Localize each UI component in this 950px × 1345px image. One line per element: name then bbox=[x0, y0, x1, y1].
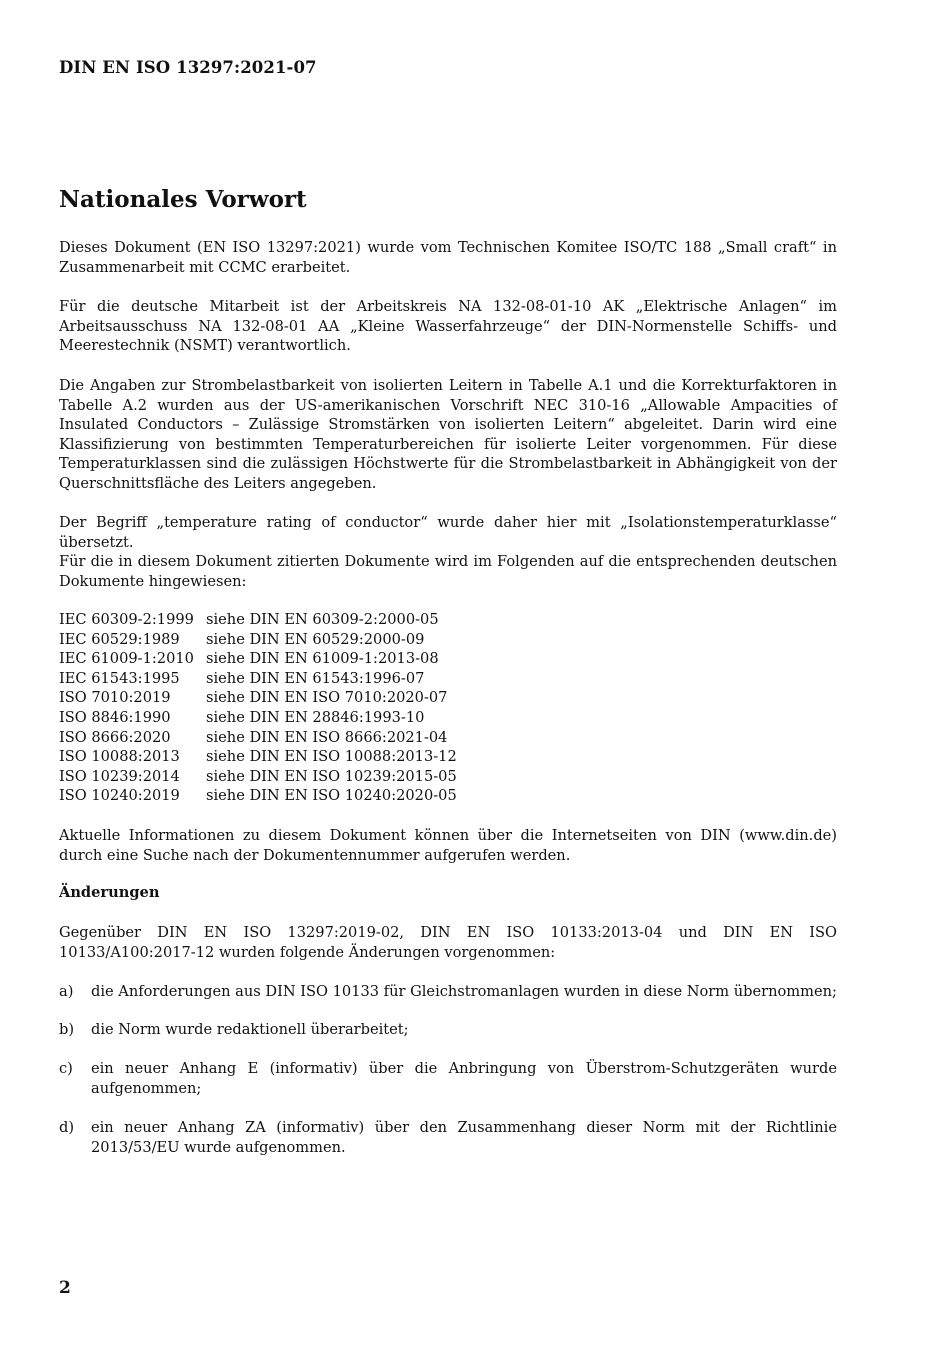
list-item bbox=[59, 1020, 837, 1040]
list-text: ein neuer Anhang ZA (informativ) über den Zusammenhang dieser Norm mit der Richtlinie 2013/53/EU wurde aufgenommen. bbox=[91, 1119, 837, 1156]
list-marker: d) bbox=[59, 1119, 75, 1136]
reference-iso: IEC 61009-1:2010 bbox=[59, 650, 194, 668]
reference-iso: ISO 10239:2014 bbox=[59, 767, 180, 785]
paragraph-current-capacity: Die Angaben zur Strombelastbarkeit von isolierten Leitern in Tabelle A.1 und die Korrekturfaktoren in Tabelle A.2 wurden aus der US-amerikanischen Vorschrift NEC 310-16 „Allowable Ampacities of Insulated Conductors – Zulässige Stromstärken von isolierten Leitern“ abgeleitet. Darin wird eine Klassifizierung von bestimmten Temperaturbereichen für isolierte Leiter vorgenommen. Für diese Temperaturklassen sind die zulässigen Höchstwerte für die Strombelastbarkeit in Abhängigkeit von der Querschnittsfläche des Leiters angegeben. bbox=[59, 377, 837, 492]
list-text: ein neuer Anhang E (informativ) über die Anbringung von Überstrom-Schutzgeräten wurde aufgenommen; bbox=[91, 1060, 837, 1097]
changes-heading: Änderungen bbox=[59, 884, 160, 901]
reference-table bbox=[59, 610, 457, 806]
document-id-header: DIN EN ISO 13297:2021-07 bbox=[59, 58, 317, 77]
list-item bbox=[59, 982, 837, 1002]
reference-din: siehe DIN EN 60309-2:2000-05 bbox=[206, 611, 439, 628]
page-number: 2 bbox=[59, 1278, 71, 1298]
reference-din: siehe DIN EN 28846:1993-10 bbox=[206, 708, 425, 726]
reference-din: siehe DIN EN ISO 7010:2020-07 bbox=[206, 689, 448, 707]
reference-iso: ISO 10088:2013 bbox=[59, 748, 180, 766]
table-row bbox=[59, 610, 457, 630]
list-item bbox=[59, 1059, 837, 1098]
table-row bbox=[59, 669, 457, 689]
list-text: die Norm wurde redaktionell überarbeitet; bbox=[91, 1021, 409, 1038]
changes-intro: Gegenüber DIN EN ISO 13297:2019-02, DIN EN ISO 10133:2013-04 und DIN EN ISO 10133/A100:2017-12 wurden folgende Änderungen vorgenommen: bbox=[59, 924, 837, 961]
list-text: die Anforderungen aus DIN ISO 10133 für Gleichstromanlagen wurden in diese Norm übernommen; bbox=[91, 983, 837, 1000]
reference-din: siehe DIN EN 61543:1996-07 bbox=[206, 669, 425, 687]
reference-iso: ISO 10240:2019 bbox=[59, 787, 180, 805]
reference-din: siehe DIN EN 61009-1:2013-08 bbox=[206, 650, 439, 668]
paragraph-references-intro: Für die in diesem Dokument zitierten Dokumente wird im Folgenden auf die entsprechenden deutschen Dokumente hingewiesen: bbox=[59, 553, 837, 590]
paragraph-current-info: Aktuelle Informationen zu diesem Dokument können über die Internetseiten von DIN (www.din.de) durch eine Suche nach der Dokumentennummer aufgerufen werden. bbox=[59, 827, 837, 864]
table-row bbox=[59, 747, 457, 767]
paragraph-term-translation: Der Begriff „temperature rating of conductor“ wurde daher hier mit „Isolationstemperaturklasse“ übersetzt. bbox=[59, 514, 837, 551]
table-row bbox=[59, 688, 457, 708]
reference-iso: IEC 61543:1995 bbox=[59, 669, 180, 687]
table-row bbox=[59, 630, 457, 650]
list-marker: b) bbox=[59, 1021, 75, 1038]
list-marker: c) bbox=[59, 1060, 73, 1077]
reference-din: siehe DIN EN ISO 10088:2013-12 bbox=[206, 748, 457, 766]
reference-din: siehe DIN EN 60529:2000-09 bbox=[206, 630, 425, 648]
table-row bbox=[59, 786, 457, 806]
paragraph-working-group: Für die deutsche Mitarbeit ist der Arbeitskreis NA 132-08-01-10 AK „Elektrische Anlagen“ im Arbeitsausschuss NA 132-08-01 AA „Kleine Wasserfahrzeuge“ der DIN-Normenstelle Schiffs- und Meerestechnik (NSMT) verantwortlich. bbox=[59, 298, 837, 355]
reference-iso: IEC 60309-2:1999 bbox=[59, 611, 194, 628]
table-row bbox=[59, 649, 457, 669]
reference-iso: ISO 8846:1990 bbox=[59, 708, 171, 726]
table-row bbox=[59, 708, 457, 728]
reference-iso: ISO 7010:2019 bbox=[59, 689, 171, 707]
table-row bbox=[59, 767, 457, 787]
list-marker: a) bbox=[59, 983, 74, 1000]
reference-iso: IEC 60529:1989 bbox=[59, 630, 180, 648]
list-item bbox=[59, 1118, 837, 1157]
paragraph-committee: Dieses Dokument (EN ISO 13297:2021) wurde vom Technischen Komitee ISO/TC 188 „Small craft“ in Zusammenarbeit mit CCMC erarbeitet. bbox=[59, 239, 837, 276]
reference-din: siehe DIN EN ISO 10239:2015-05 bbox=[206, 767, 457, 785]
page-title: Nationales Vorwort bbox=[59, 186, 307, 213]
reference-iso: ISO 8666:2020 bbox=[59, 728, 171, 746]
table-row bbox=[59, 728, 457, 748]
reference-din: siehe DIN EN ISO 10240:2020-05 bbox=[206, 787, 457, 805]
reference-din: siehe DIN EN ISO 8666:2021-04 bbox=[206, 728, 448, 746]
